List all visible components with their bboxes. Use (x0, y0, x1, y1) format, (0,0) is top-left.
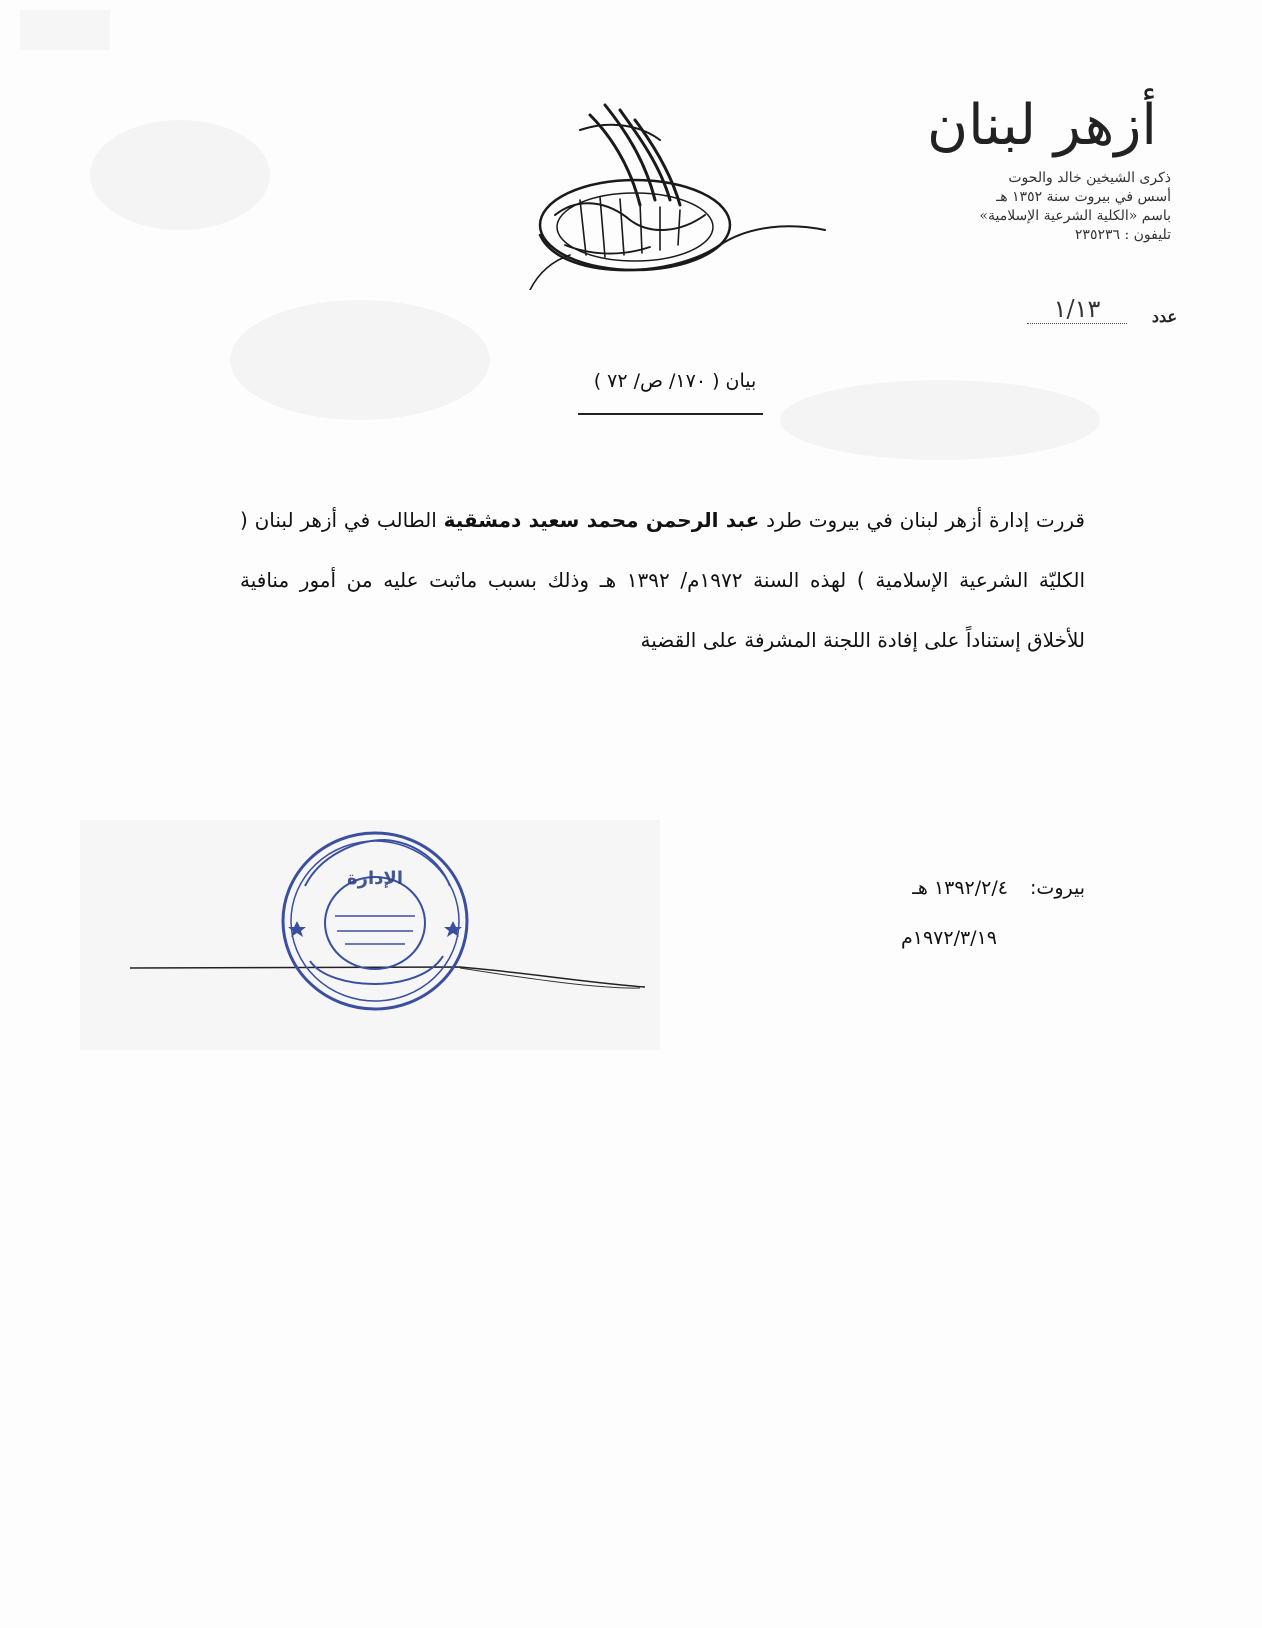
statement-reference: بيان ( ١٧٠/ ص/ ٧٢ ) (593, 370, 757, 392)
hijri-date: ١٣٩٢/٢/٤ هـ (912, 877, 1008, 899)
number-label: عدد (1151, 307, 1177, 326)
letterhead-founded-line: أسس في بيروت سنة ١٣٥٢ هـ (996, 188, 1171, 205)
official-seal-icon (275, 826, 475, 1016)
body-line-3: وذلك بسبب ماثبت عليه من أمور منافية للأخلاق إستناداً على إفادة اللجنة (240, 568, 1085, 652)
hijri-date-row (855, 873, 1085, 923)
body-line-4: المشرفة على القضية (640, 628, 824, 652)
stamp-center-label: الإدارة (347, 868, 403, 889)
gregorian-date: ١٩٧٢/٣/١٩م (900, 927, 997, 949)
scan-blotch (20, 10, 110, 50)
student-name: عبد الرحمن محمد سعيد دمشقية (443, 508, 760, 532)
body-line-1: قررت إدارة أزهر لبنان في بيروت طرد (759, 508, 1085, 532)
gregorian-date-row (855, 923, 1085, 973)
body-line-2: الطالب في أزهر لبنان ( الكليّة الشرعية الإسلامية ) لهذه السنة ١٩٧٢م/ ١٣٩٢ هـ (240, 508, 1086, 592)
statement-underline (578, 413, 763, 415)
date-block (855, 873, 1085, 973)
decision-paragraph (240, 490, 1085, 670)
letterhead-name-line: باسم «الكلية الشرعية الإسلامية» (979, 207, 1171, 224)
scan-blotch (230, 300, 490, 420)
letterhead-memorial-line: ذكرى الشيخين خالد والحوت (1008, 169, 1171, 186)
letterhead (907, 95, 1177, 245)
letterhead-phone-line: تليفون : ٢٣٥٢٣٦ (1074, 226, 1171, 243)
basmala-calligraphy-icon (520, 95, 830, 290)
scan-blotch (780, 380, 1100, 460)
reference-number (977, 295, 1177, 335)
scan-blotch (90, 120, 270, 230)
institution-name: أزهر لبنان (927, 93, 1157, 158)
number-value: ١/١٣ (1027, 295, 1127, 324)
place-label: بيروت: (1030, 877, 1085, 899)
